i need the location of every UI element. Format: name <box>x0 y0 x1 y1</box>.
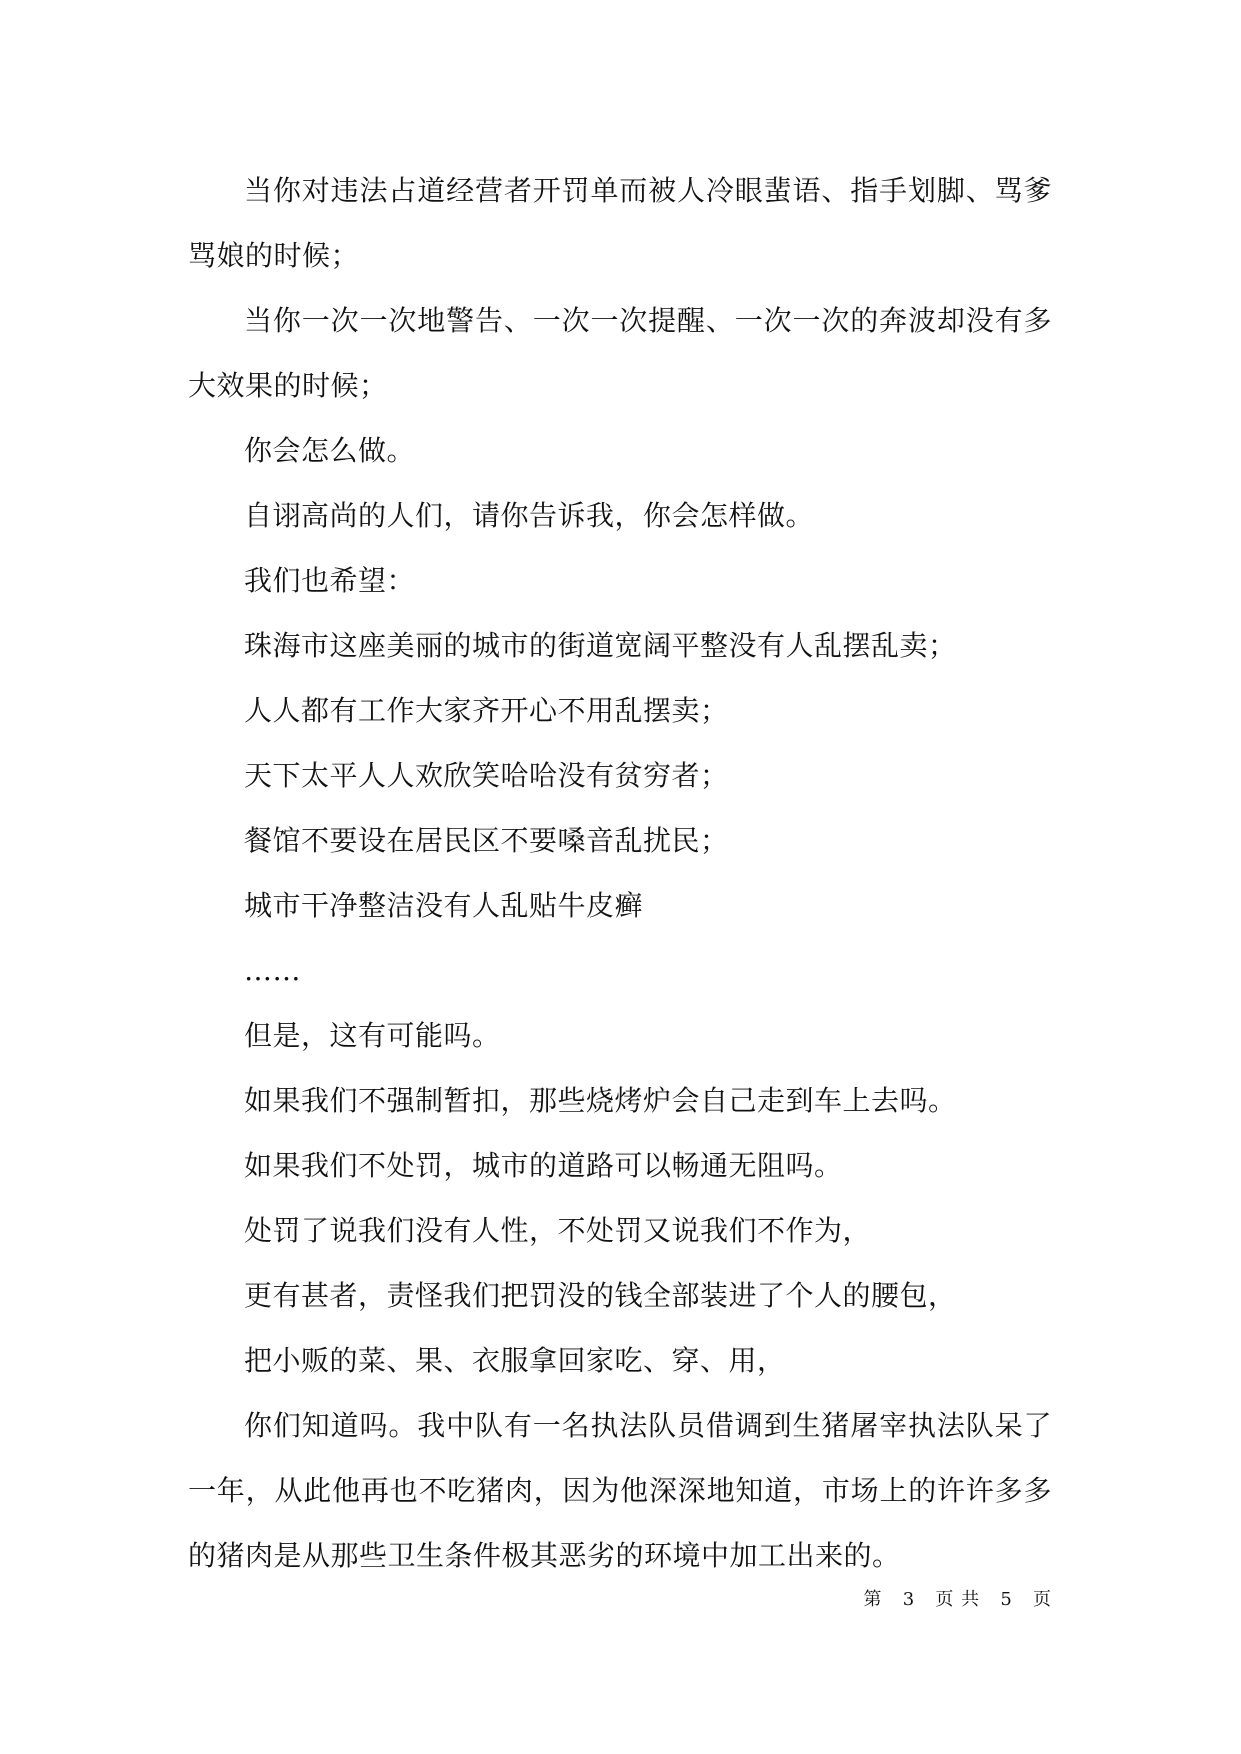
paragraph: 自诩高尚的人们，请你告诉我，你会怎样做。 <box>244 499 815 532</box>
paragraph: 餐馆不要设在居民区不要嗓音乱扰民； <box>244 824 729 857</box>
footer-current-page: 3 <box>902 1589 916 1610</box>
paragraph: 当你一次一次地警告、一次一次提醒、一次一次的奔波却没有多大效果的时候； <box>188 304 1052 402</box>
paragraph: 人人都有工作大家齐开心不用乱摆卖； <box>244 694 729 727</box>
paragraph: 我们也希望： <box>244 564 416 597</box>
ellipsis-line: …… <box>244 954 301 987</box>
paragraph: 天下太平人人欢欣笑哈哈没有贫穷者； <box>244 759 729 792</box>
paragraph: 处罚了说我们没有人性，不处罚又说我们不作为， <box>244 1214 872 1247</box>
body-text <box>188 158 1052 1588</box>
paragraph: 如果我们不强制暂扣，那些烧烤炉会自己走到车上去吗。 <box>244 1084 957 1117</box>
paragraph: 但是，这有可能吗。 <box>244 1019 501 1052</box>
footer-suffix: 页 <box>1033 1589 1052 1610</box>
paragraph: 如果我们不处罚，城市的道路可以畅通无阻吗。 <box>244 1149 843 1182</box>
paragraph: 把小贩的菜、果、衣服拿回家吃、穿、用， <box>244 1344 786 1377</box>
footer-prefix: 第 <box>863 1589 883 1610</box>
paragraph: 更有甚者，责怪我们把罚没的钱全部装进了个人的腰包， <box>244 1279 957 1312</box>
paragraph: 城市干净整洁没有人乱贴牛皮癣 <box>244 889 644 922</box>
paragraph: 你们知道吗。我中队有一名执法队员借调到生猪屠宰执法队呆了一年，从此他再也不吃猪肉，因为他深深地知道，市场上的许许多多的猪肉是从那些卫生条件极其恶劣的环境中加工出来的。 <box>188 1409 1052 1572</box>
paragraph: 珠海市这座美丽的城市的街道宽阔平整没有人乱摆乱卖； <box>244 629 957 662</box>
footer-total-pages: 5 <box>1000 1589 1013 1610</box>
paragraph: 当你对违法占道经营者开罚单而被人冷眼蜚语、指手划脚、骂爹骂娘的时候； <box>188 174 1052 272</box>
paragraph: 你会怎么做。 <box>244 434 416 467</box>
footer-middle: 页 共 <box>935 1589 981 1610</box>
page-footer <box>188 1588 1052 1612</box>
